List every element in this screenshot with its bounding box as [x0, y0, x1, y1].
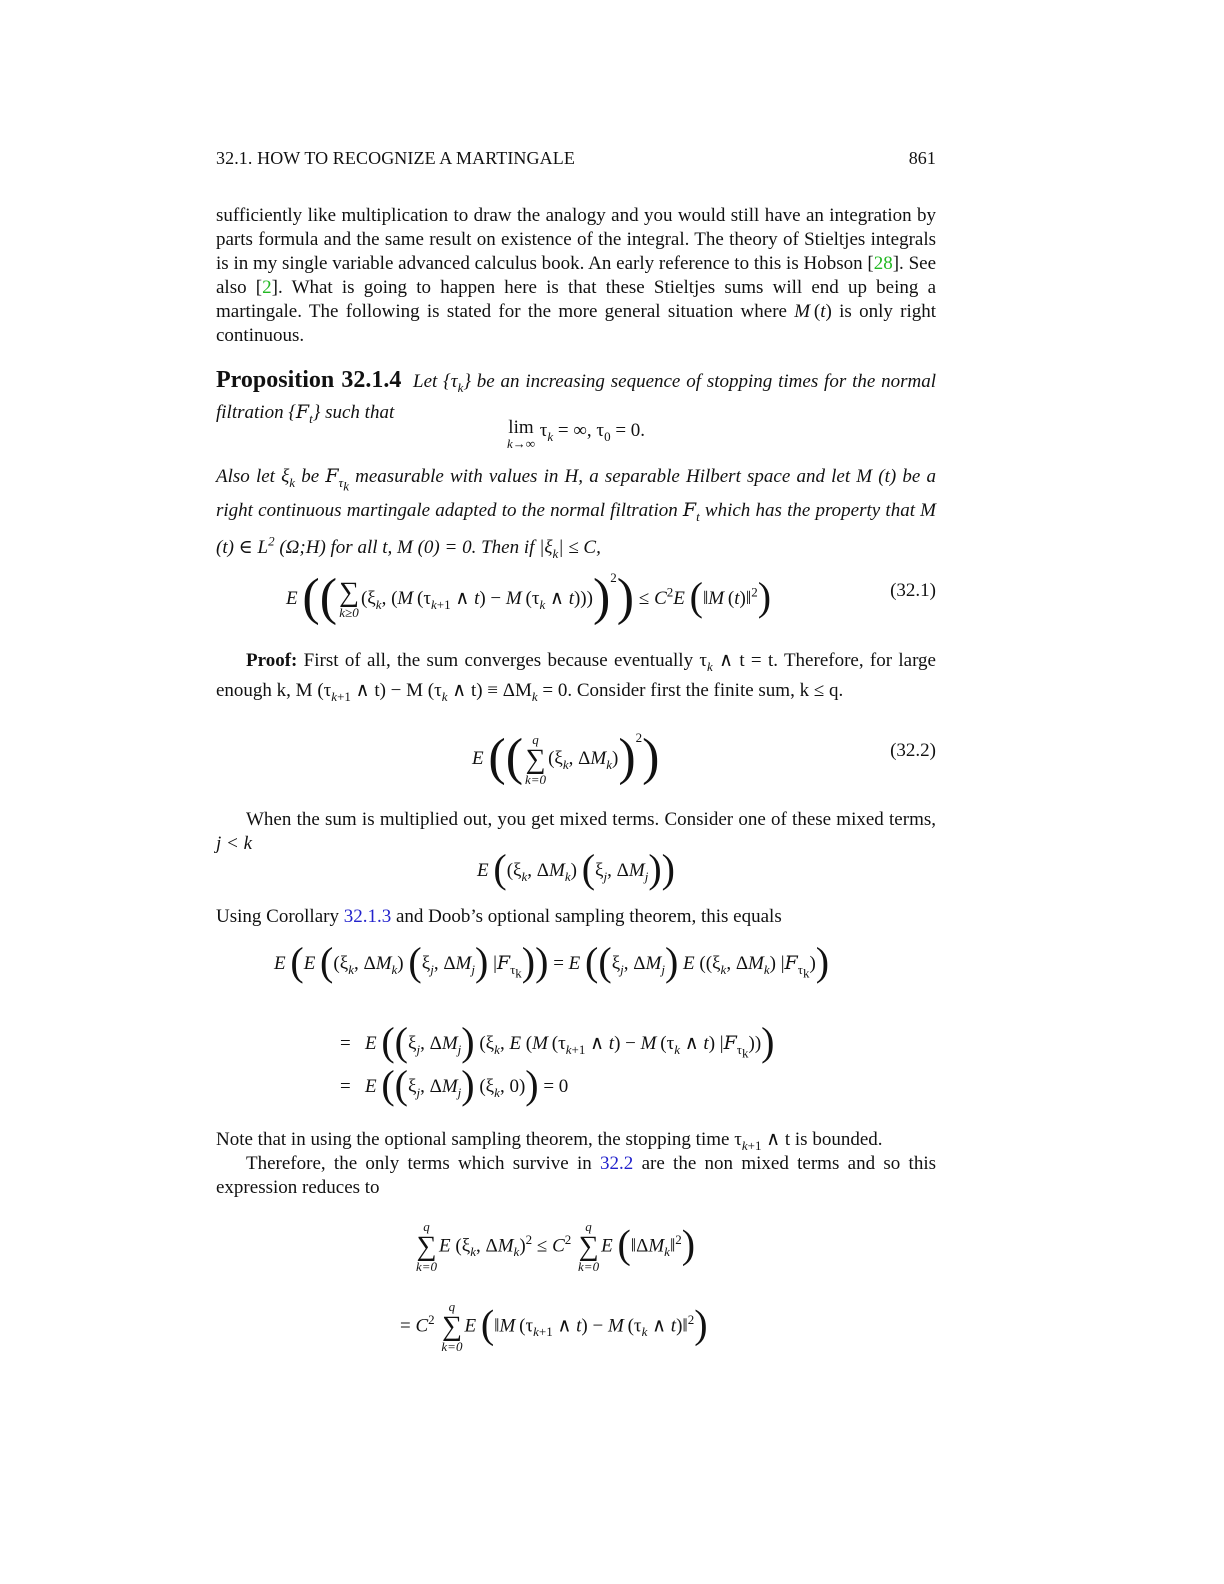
corollary-link[interactable]: 32.1.3 [343, 906, 392, 927]
equation-line-2: = E (($\xi_j$, $\Delta M_j$) ($\xi_k$, E (M ($\tau_{k+1}$ ∧ t) − M ($\tau_k$ ∧ t) $|F_{\tau_k}$))) [340, 1019, 775, 1064]
proposition: Proposition 32.1.4 Let $\{\tau_k\}$ be an increasing sequence of stopping times for the normal filtration $\{F_t\}$ such that [216, 367, 937, 426]
proposition-title: Proposition 32.1.4 [216, 367, 402, 393]
page-number: 861 [908, 148, 936, 168]
note-paragraph: Note that in using the optional sampling theorem, the stopping time $\tau_{k+1}$ ∧ t is bounded. [216, 1129, 883, 1153]
proof-label: Proof: [246, 650, 298, 671]
equation-link[interactable]: 32.2 [600, 1153, 634, 1174]
therefore-paragraph: Therefore, the only terms which survive in 32.2 are the non mixed terms and so this expression reduces to [216, 1153, 937, 1198]
final-equation: = $C^2$ q ∑ k=0 E (‖M ($\tau_{k+1}$ ∧ t) − M ($\tau_k$ ∧ t)‖$^2$) [400, 1299, 708, 1354]
citation-link[interactable]: 2 [262, 277, 272, 298]
limit-equation: lim k→∞ $\tau_k$ = ∞, $\tau_0 = 0$. [506, 417, 646, 451]
section-title: 32.1. HOW TO RECOGNIZE A MARTINGALE [216, 148, 575, 168]
equation-number: (32.2) [890, 740, 936, 761]
equation-32-2: E (( q ∑ k=0 ($\xi_k$, $\Delta M_k))^2$) (32.2) [472, 729, 936, 787]
citation-link[interactable]: 28 [873, 253, 893, 274]
running-header [216, 148, 936, 169]
reduced-sum-equation: q ∑ k=0 E ($\xi_k$, $\Delta M_k)^2 \le C^2$ q ∑ k=0 E $(‖\Delta M_k‖^2)$ [416, 1219, 696, 1274]
mixed-term-equation: E (($\xi_k$, $\Delta M_k$) ($\xi_j$, $\Delta M_j$)) [477, 846, 675, 891]
conditional-expectation-equation: E (E (($\xi_k$, $\Delta M_k$) ($\xi_j$, $\Delta M_j$) $|F_{\tau_k})) = E$ (($\xi_j$, $\Delta M_j$) E (($\xi_k$, $\Delta M_k$) $|F_{\tau_k}$)) [274, 939, 830, 984]
equation-number: (32.1) [890, 580, 936, 601]
equation-32-1: E (( ∑ k≥0 ($\xi_k$, (M ($\tau_{k+1}$ ∧ t) − M ($\tau_k$ ∧ $t))))^2) \le C^2E$ (‖M (t)‖$^2$) (32.1) [286, 569, 936, 626]
equation-line-3: = E (($\xi_j$, $\Delta M_j$) ($\xi_k$, 0)) = 0 [340, 1062, 569, 1107]
proposition-continued: Also let $\xi_k$ be $F_{\tau_k}$ measurable with values in H, a separable Hilbert space and let M (t) be a right continuous martingale adapted to the normal filtration $F_t$ which has the property that M (t) ∈ $L^2$ (Ω;H) for all t, M (0) = 0. Then if $|\xi_k| \le C$, [216, 465, 937, 561]
proof-paragraph: Proof: First of all, the sum converges because eventually $\tau_k$ ∧ t = t. Therefore, for large enough k, M ($\tau_{k+1}$ ∧ t) − M ($\tau_k$ ∧ $t) \equiv \Delta M_k = 0$. Consider first the finite sum, k ≤ q. [216, 650, 936, 704]
intro-paragraph: sufficiently like multiplication to draw the analogy and you would still have an integration by parts formula and the same result on existence of the integral. The theory of Stieltjes integrals is in my single variable advanced calculus book. An early reference to this is Hobson [28]. See also [2]. What is going to happen here is that these Stieltjes sums will end up being a martingale. The following is stated for the more general situation where M (t) is only right continuous. [216, 205, 937, 346]
corollary-paragraph: Using Corollary 32.1.3 and Doob’s optional sampling theorem, this equals [216, 906, 782, 927]
mixed-terms-paragraph: When the sum is multiplied out, you get mixed terms. Consider one of these mixed terms, j < k [216, 809, 936, 854]
